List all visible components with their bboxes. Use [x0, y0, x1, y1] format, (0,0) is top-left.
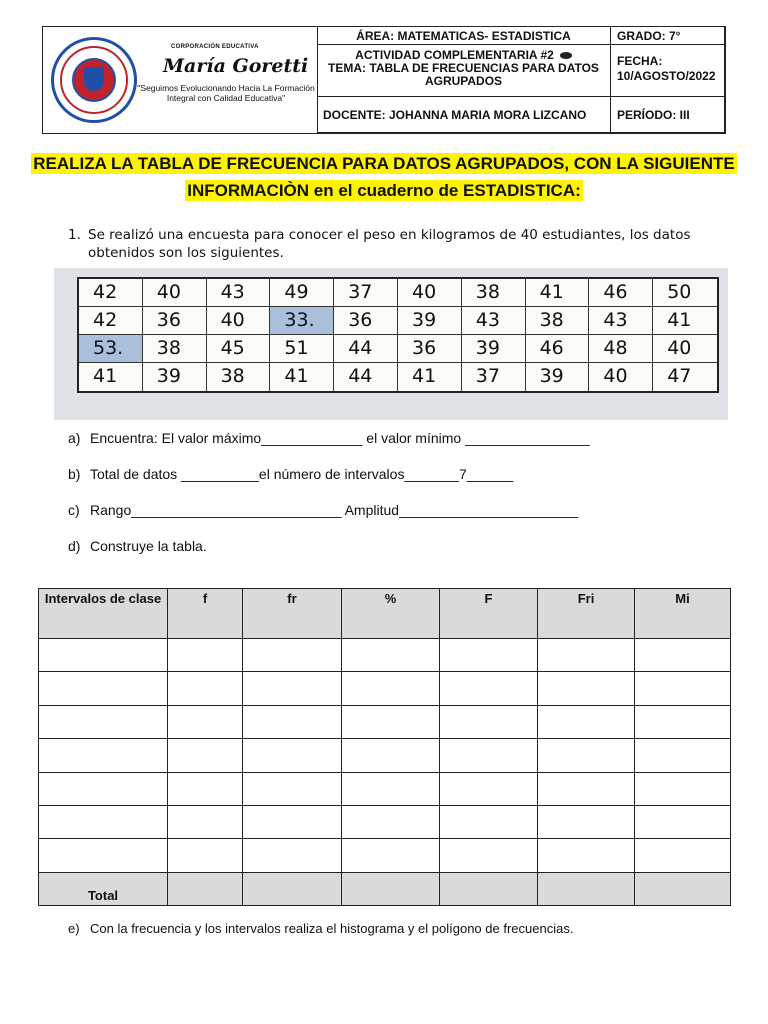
table-cell[interactable]	[342, 839, 440, 872]
table-cell[interactable]	[39, 739, 168, 772]
data-cell: 43	[589, 307, 653, 335]
data-cell: 46	[589, 279, 653, 307]
data-cell: 41	[526, 279, 590, 307]
question-1-number: 1.	[68, 227, 81, 243]
data-cell: 43	[462, 307, 526, 335]
table-cell[interactable]	[635, 639, 731, 672]
table-cell[interactable]	[243, 639, 342, 672]
area-label: ÁREA: MATEMATICAS- ESTADISTICA	[317, 27, 611, 45]
total-cell[interactable]	[538, 872, 635, 905]
header-fr: fr	[243, 589, 342, 639]
header-table	[42, 26, 726, 134]
data-cell: 41	[270, 363, 334, 391]
total-cell[interactable]	[440, 872, 538, 905]
data-cell: 39	[526, 363, 590, 391]
table-cell[interactable]	[440, 839, 538, 872]
disc-icon	[560, 52, 572, 59]
question-c-label: c)	[68, 502, 80, 518]
table-cell[interactable]	[440, 705, 538, 738]
table-cell[interactable]	[342, 772, 440, 805]
table-cell[interactable]	[168, 705, 243, 738]
docente-label: DOCENTE: JOHANNA MARIA MORA LIZCANO	[317, 97, 611, 133]
table-cell[interactable]	[243, 672, 342, 705]
data-cell: 53.	[79, 335, 143, 363]
periodo-label: PERÍODO: III	[611, 97, 725, 133]
school-brand: María Goretti	[163, 55, 309, 77]
table-cell[interactable]	[342, 672, 440, 705]
total-cell[interactable]	[168, 872, 243, 905]
table-row	[39, 839, 731, 872]
data-cell: 42	[79, 279, 143, 307]
table-cell[interactable]	[440, 672, 538, 705]
data-grid	[77, 277, 719, 393]
data-cell: 42	[79, 307, 143, 335]
table-cell[interactable]	[538, 839, 635, 872]
activity-cell	[317, 45, 611, 97]
total-cell[interactable]	[243, 872, 342, 905]
question-b-label: b)	[68, 466, 81, 482]
table-cell[interactable]	[168, 639, 243, 672]
logo-cell	[43, 27, 318, 133]
fecha-label: FECHA:	[617, 54, 663, 68]
table-row	[39, 772, 731, 805]
data-cell: 44	[334, 363, 398, 391]
table-cell[interactable]	[39, 839, 168, 872]
table-cell[interactable]	[440, 805, 538, 838]
table-cell[interactable]	[538, 772, 635, 805]
table-cell[interactable]	[538, 705, 635, 738]
data-cell: 33.	[270, 307, 334, 335]
data-cell: 40	[207, 307, 271, 335]
table-row	[39, 705, 731, 738]
data-cell: 37	[334, 279, 398, 307]
instruction-line-1: REALIZA LA TABLA DE FRECUENCIA PARA DATOS AGRUPADOS, CON LA SIGUIENTE	[33, 154, 735, 173]
header-f: f	[168, 589, 243, 639]
grado-label: GRADO: 7°	[611, 27, 725, 45]
data-cell: 41	[79, 363, 143, 391]
table-cell[interactable]	[243, 839, 342, 872]
table-cell[interactable]	[342, 739, 440, 772]
table-cell[interactable]	[243, 739, 342, 772]
data-cell: 49	[270, 279, 334, 307]
data-cell: 38	[143, 335, 207, 363]
question-d-label: d)	[68, 538, 81, 554]
table-cell[interactable]	[342, 805, 440, 838]
table-cell[interactable]	[39, 705, 168, 738]
question-a-text: Encuentra: El valor máximo_____________ el valor mínimo ________________	[90, 430, 590, 446]
data-cell: 45	[207, 335, 271, 363]
frequency-table	[38, 588, 731, 906]
question-e-text: Con la frecuencia y los intervalos realiza el histograma y el polígono de frecuencias.	[90, 921, 574, 936]
header-percent: %	[342, 589, 440, 639]
data-cell: 39	[143, 363, 207, 391]
question-e-label: e)	[68, 921, 80, 936]
table-cell[interactable]	[538, 672, 635, 705]
table-cell[interactable]	[39, 639, 168, 672]
data-cell: 40	[143, 279, 207, 307]
data-cell: 36	[398, 335, 462, 363]
table-cell[interactable]	[440, 639, 538, 672]
header-intervalos: Intervalos de clase	[39, 589, 168, 639]
data-cell: 46	[526, 335, 590, 363]
header-fri: Fri	[538, 589, 635, 639]
data-cell: 40	[653, 335, 717, 363]
table-cell[interactable]	[39, 805, 168, 838]
question-1-text: Se realizó una encuesta para conocer el peso en kilogramos de 40 estudiantes, los datos obtenidos son los siguientes.	[88, 227, 691, 261]
table-cell[interactable]	[635, 739, 731, 772]
total-label: Total	[39, 872, 168, 905]
data-cell: 41	[653, 307, 717, 335]
fecha-value: 10/AGOSTO/2022	[617, 69, 716, 83]
table-cell[interactable]	[635, 705, 731, 738]
table-cell[interactable]	[635, 772, 731, 805]
table-cell[interactable]	[168, 739, 243, 772]
table-cell[interactable]	[635, 839, 731, 872]
header-mi: Mi	[635, 589, 731, 639]
table-cell[interactable]	[243, 805, 342, 838]
table-cell[interactable]	[168, 772, 243, 805]
question-b-text: Total de datos __________el número de intervalos_______7______	[90, 466, 514, 482]
table-row	[39, 639, 731, 672]
tema-label: TEMA: TABLA DE FRECUENCIAS PARA DATOS AGRUPADOS	[328, 61, 599, 88]
data-cell: 36	[143, 307, 207, 335]
question-a-label: a)	[68, 430, 81, 446]
total-row	[39, 872, 731, 905]
data-cell: 43	[207, 279, 271, 307]
data-cell: 38	[526, 307, 590, 335]
table-cell[interactable]	[538, 639, 635, 672]
table-cell[interactable]	[440, 772, 538, 805]
instruction-line-2: INFORMACIÒN en el cuaderno de ESTADISTICA:	[187, 181, 581, 200]
header-F: F	[440, 589, 538, 639]
total-cell[interactable]	[342, 872, 440, 905]
table-row	[39, 672, 731, 705]
data-cell: 50	[653, 279, 717, 307]
data-cell: 44	[334, 335, 398, 363]
table-cell[interactable]	[635, 672, 731, 705]
table-cell[interactable]	[342, 705, 440, 738]
table-row	[39, 739, 731, 772]
data-cell: 47	[667, 365, 692, 387]
table-cell[interactable]	[39, 772, 168, 805]
data-cell: 38	[207, 363, 271, 391]
data-cell: 37	[462, 363, 526, 391]
activity-label: ACTIVIDAD COMPLEMENTARIA #2	[355, 48, 554, 62]
data-cell: 39	[398, 307, 462, 335]
table-cell[interactable]	[168, 805, 243, 838]
data-cell: 36	[334, 307, 398, 335]
table-cell[interactable]	[538, 805, 635, 838]
corp-label: CORPORACIÓN EDUCATIVA	[171, 44, 259, 50]
data-cell: 38	[462, 279, 526, 307]
table-cell[interactable]	[39, 672, 168, 705]
table-cell[interactable]	[168, 672, 243, 705]
data-cell: 51	[270, 335, 334, 363]
data-cell: 48	[589, 335, 653, 363]
table-cell[interactable]	[243, 705, 342, 738]
table-row	[39, 805, 731, 838]
total-cell[interactable]	[635, 872, 731, 905]
question-c-text: Rango___________________________ Amplitud_______________________	[90, 502, 579, 518]
fecha-cell	[611, 45, 725, 97]
table-cell[interactable]	[440, 739, 538, 772]
data-cell: 39	[462, 335, 526, 363]
school-motto: "Seguimos Evolucionando Hacia La Formación Integral con Calidad Educativa"	[137, 83, 315, 103]
table-cell[interactable]	[243, 772, 342, 805]
table-cell[interactable]	[538, 739, 635, 772]
table-cell[interactable]	[168, 839, 243, 872]
data-cell: 40	[589, 363, 653, 391]
data-cell: 41	[398, 363, 462, 391]
question-d-text: Construye la tabla.	[90, 538, 207, 554]
data-cell: 40	[398, 279, 462, 307]
school-seal-icon	[51, 37, 137, 123]
table-cell[interactable]	[635, 805, 731, 838]
table-cell[interactable]	[342, 639, 440, 672]
